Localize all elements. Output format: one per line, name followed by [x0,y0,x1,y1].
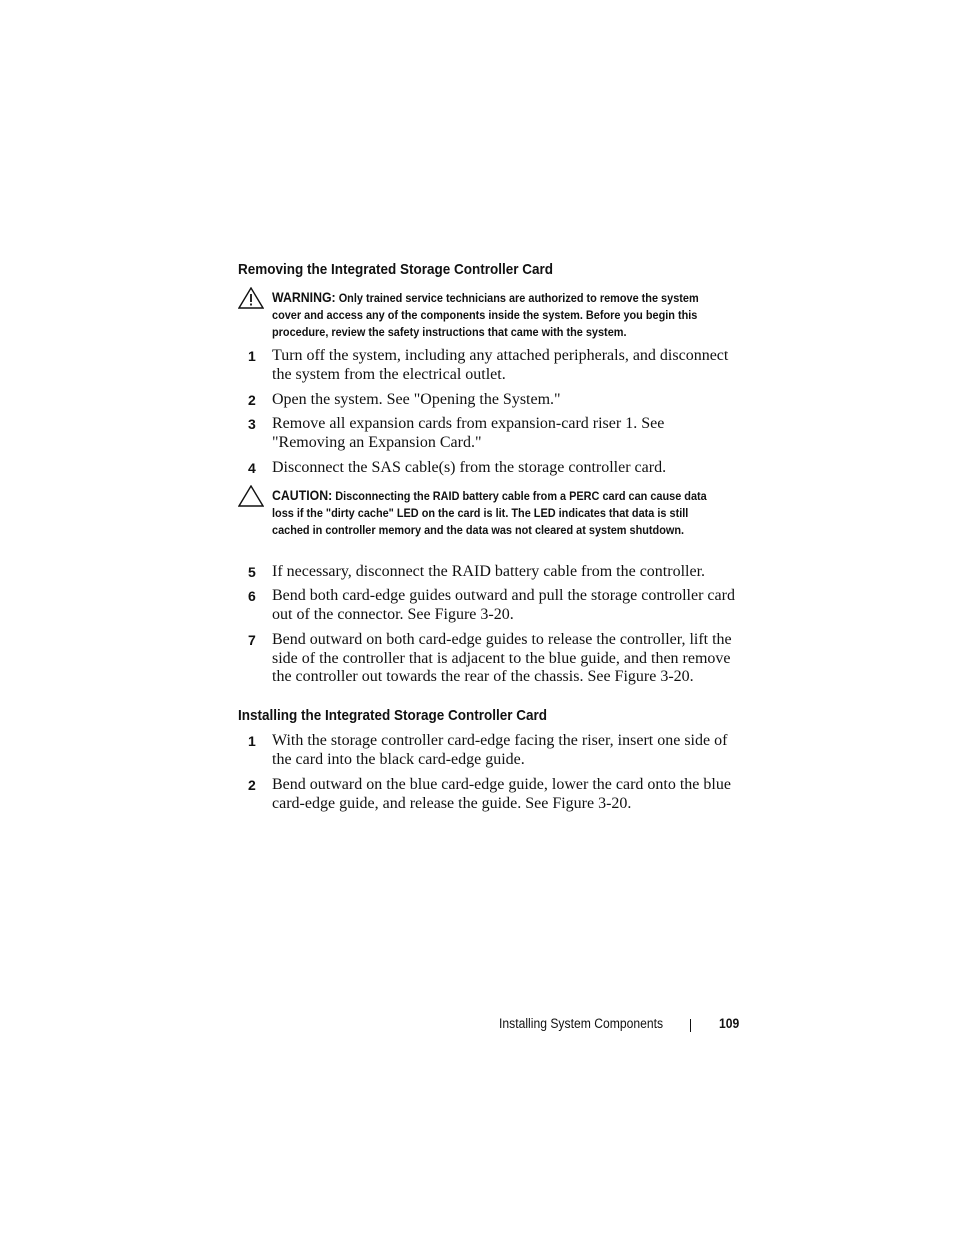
step-text: Bend both card-edge guides outward and pull the storage controller card out of the connector. See Figure 3-20. [272,587,735,623]
step-text: Bend outward on both card-edge guides to release the controller, lift the side of the controller that is adjacent to the blue guide, and then remove the controller out towards the rear of the chassis. See Figure 3-20. [272,631,732,685]
step-number: 3 [248,416,256,432]
footer-divider [690,1019,691,1032]
step-number: 2 [248,392,256,408]
step-text: Remove all expansion cards from expansion-card riser 1. See "Removing an Expansion Card." [272,415,665,451]
caution-body: Disconnecting the RAID battery cable from a PERC card can cause data loss if the "dirty cache" LED on the card is lit. The LED indicates that data is still cached in controller memory and the data was not cleared at system shutdown. [272,489,707,537]
section-heading-installing: Installing the Integrated Storage Controller Card [238,707,548,724]
step-text: With the storage controller card-edge facing the riser, insert one side of the card into the black card-edge guide. [272,732,728,768]
caution-label: CAUTION: [272,487,333,503]
step-text: Turn off the system, including any attached peripherals, and disconnect the system from the electrical outlet. [272,347,729,383]
caution-triangle-icon [238,485,264,507]
step-number: 7 [248,632,256,648]
warning-triangle-icon [238,287,264,309]
step-number: 1 [248,348,256,364]
step-number: 6 [248,588,256,604]
page-number: 109 [719,1016,740,1031]
caution-text [272,487,721,539]
footer-chapter-title: Installing System Components [499,1016,664,1031]
step-number: 1 [248,733,256,749]
warning-body: Only trained service technicians are authorized to remove the system cover and access any of the components inside the system. Before you begin this procedure, review the safety instructions that came with the system. [272,291,699,339]
step-number: 5 [248,564,256,580]
warning-text [272,289,721,341]
warning-label: WARNING: [272,289,336,305]
step-number: 4 [248,460,256,476]
section-heading-removing: Removing the Integrated Storage Controller Card [238,261,554,278]
step-text: Open the system. See "Opening the System." [272,391,561,408]
step-number: 2 [248,777,256,793]
step-text: Bend outward on the blue card-edge guide, lower the card onto the blue card-edge guide, and release the guide. See Figure 3-20. [272,776,731,812]
step-text: If necessary, disconnect the RAID battery cable from the controller. [272,563,706,580]
step-text: Disconnect the SAS cable(s) from the storage controller card. [272,459,667,476]
